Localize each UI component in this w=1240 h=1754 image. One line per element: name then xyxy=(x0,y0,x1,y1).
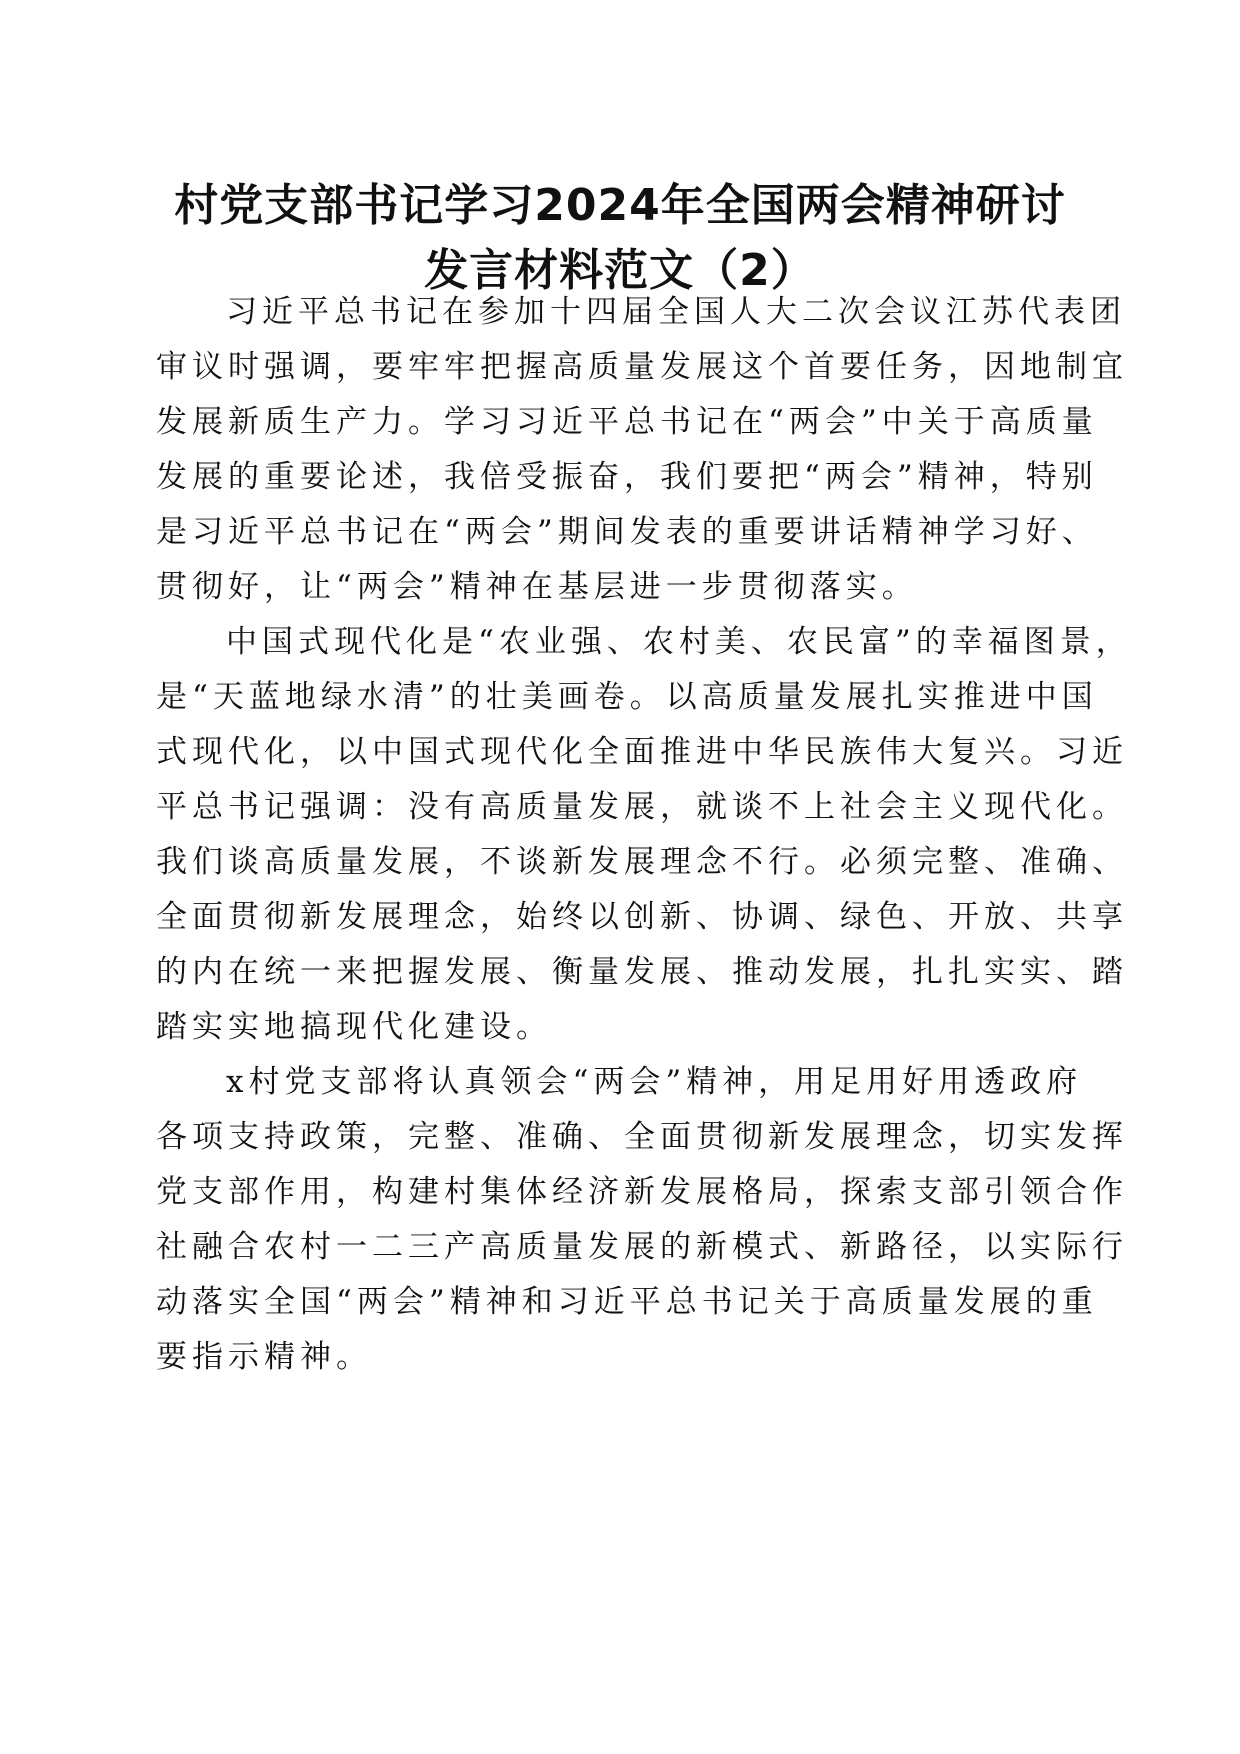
paragraph-line: 平总书记强调：没有高质量发展，就谈不上社会主义现代化。 xyxy=(156,789,1128,825)
paragraph-line: 动落实全国“两会”精神和习近平总书记关于高质量发展的重 xyxy=(156,1284,1098,1320)
paragraph-line: 党支部作用，构建村集体经济新发展格局，探索支部引领合作 xyxy=(156,1174,1128,1210)
document-title-line-2: 发言材料范文（2） xyxy=(424,245,816,296)
paragraph-line: 中国式现代化是“农业强、农村美、农民富”的幸福图景， xyxy=(226,624,1132,660)
document-title-line-1: 村党支部书记学习2024年全国两会精神研讨 xyxy=(174,180,1066,231)
paragraph-line: 贯彻好，让“两会”精神在基层进一步贯彻落实。 xyxy=(156,569,918,605)
paragraph-line: 是习近平总书记在“两会”期间发表的重要讲话精神学习好、 xyxy=(156,514,1098,550)
paragraph-line: 我们谈高质量发展，不谈新发展理念不行。必须完整、准确、 xyxy=(156,844,1128,880)
paragraph-line: 的内在统一来把握发展、衡量发展、推动发展，扎扎实实、踏 xyxy=(156,954,1128,990)
paragraph-line: 习近平总书记在参加十四届全国人大二次会议江苏代表团 xyxy=(226,294,1126,330)
paragraph-line: 要指示精神。 xyxy=(156,1339,372,1375)
paragraph-line: x村党支部将认真领会“两会”精神，用足用好用透政府 xyxy=(226,1064,1083,1100)
paragraph-line: 踏实实地搞现代化建设。 xyxy=(156,1009,552,1045)
paragraph-line: 式现代化，以中国式现代化全面推进中华民族伟大复兴。习近 xyxy=(156,734,1128,770)
paragraph-line: 发展的重要论述，我倍受振奋，我们要把“两会”精神，特别 xyxy=(156,459,1098,495)
paragraph-line: 是“天蓝地绿水清”的壮美画卷。以高质量发展扎实推进中国 xyxy=(156,679,1098,715)
paragraph-line: 各项支持政策，完整、准确、全面贯彻新发展理念，切实发挥 xyxy=(156,1119,1128,1155)
paragraph-line: 社融合农村一二三产高质量发展的新模式、新路径，以实际行 xyxy=(156,1229,1128,1265)
paragraph-line: 全面贯彻新发展理念，始终以创新、协调、绿色、开放、共享 xyxy=(156,899,1128,935)
paragraph-line: 审议时强调，要牢牢把握高质量发展这个首要任务，因地制宜 xyxy=(156,349,1128,385)
paragraph-line: 发展新质生产力。学习习近平总书记在“两会”中关于高质量 xyxy=(156,404,1098,440)
